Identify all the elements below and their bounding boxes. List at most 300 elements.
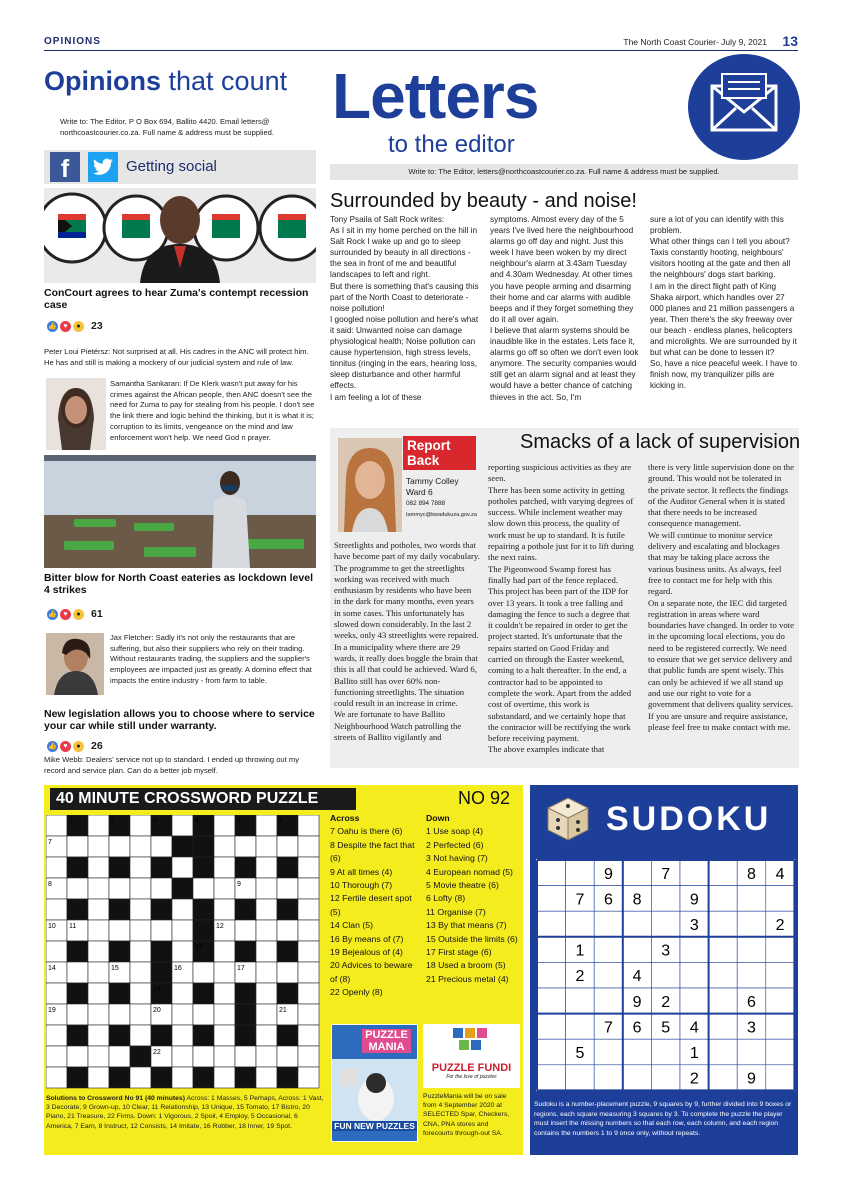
- sudoku-cell: [737, 937, 766, 963]
- clue-item: 17 First stage (6): [426, 947, 492, 958]
- sudoku-cell: [680, 860, 709, 886]
- clue-item: 3 Not having (7): [426, 853, 488, 864]
- clue-item: 2 Perfected (6): [426, 839, 484, 850]
- sudoku-cell: [766, 1014, 795, 1040]
- crossword-cell: [298, 962, 319, 983]
- puzzle-fundi-logo: [423, 1024, 520, 1088]
- sudoku-given: 8: [747, 865, 756, 883]
- sudoku-cell: [680, 988, 709, 1014]
- sudoku-given: 7: [604, 1019, 613, 1037]
- crossword-cell: [193, 899, 214, 920]
- crossword-cell: [151, 920, 172, 941]
- dice-icon: [542, 792, 594, 844]
- sudoku-given: 4: [775, 865, 785, 883]
- clue-item: 13 By that means (7): [426, 920, 507, 931]
- sudoku-cell: [566, 860, 595, 886]
- sudoku-cell: [651, 886, 680, 912]
- sudoku-cell: [737, 886, 766, 912]
- crossword-cell: [235, 983, 256, 1004]
- crossword-cell: [193, 920, 214, 941]
- reaction-row: [47, 320, 103, 332]
- sudoku-given: 2: [661, 993, 671, 1011]
- sudoku-cell: [537, 962, 566, 988]
- crossword-cell: [256, 1067, 277, 1088]
- crossword-clue-number: 10: [48, 923, 56, 930]
- sudoku-given: 5: [661, 1019, 671, 1037]
- crossword-cell: [277, 941, 298, 962]
- puzzle-fundi-title: PUZZLE FUNDI: [431, 1062, 512, 1074]
- crossword-number: NO 92: [458, 788, 511, 808]
- crossword-cell: [298, 857, 319, 878]
- crossword-cell: [172, 1046, 193, 1067]
- crossword-cell: [172, 815, 193, 836]
- councillor-photo: [338, 438, 402, 532]
- opinions-title: Opinions that count: [44, 66, 288, 96]
- sudoku-given: 5: [575, 1045, 585, 1062]
- crossword-cell: [151, 899, 172, 920]
- crossword-cell: [277, 962, 298, 983]
- report-headline: Smacks of a lack of supervision: [520, 431, 801, 453]
- crossword-cell: [235, 1025, 256, 1046]
- crossword-cell: [109, 899, 130, 920]
- crossword-clue-number: 15: [111, 965, 119, 972]
- wow-icon: ●: [73, 609, 84, 620]
- sudoku-cell: [651, 1039, 680, 1065]
- puzzle-mania-tagline: FUN NEW PUZZLES: [332, 1121, 417, 1131]
- sudoku-cell: [709, 937, 738, 963]
- crossword-cell: [130, 878, 151, 899]
- sudoku-given: 8: [632, 891, 642, 909]
- crossword-cell: [214, 1046, 235, 1067]
- crossword-cell: [298, 878, 319, 899]
- crossword-clue-number: 20: [153, 1007, 161, 1014]
- sudoku-cell: [594, 988, 623, 1014]
- sudoku-cell: [566, 1014, 595, 1040]
- clue-item: 5 Movie theatre (6): [426, 880, 499, 891]
- crossword-cell: [67, 962, 88, 983]
- crossword-cell: [256, 920, 277, 941]
- sudoku-given: 3: [747, 1019, 756, 1037]
- crossword-cell: [214, 836, 235, 857]
- crossword-clue-number: 5: [237, 818, 241, 825]
- sudoku-given: 1: [575, 942, 585, 960]
- crossword-cell: [130, 983, 151, 1004]
- commenter-photo: [46, 378, 106, 450]
- clue-item: 6 Lofty (8): [426, 893, 466, 904]
- sudoku-cell: [537, 1065, 566, 1091]
- like-icon: 👍: [48, 322, 57, 330]
- crossword-cell: [67, 1067, 88, 1088]
- sudoku-given: 7: [575, 891, 585, 909]
- crossword-clue-number: 14: [48, 965, 56, 972]
- sudoku-given: 9: [689, 891, 699, 909]
- crossword-clue-number: 12: [216, 923, 224, 930]
- crossword-cell: [235, 899, 256, 920]
- sudoku-given: 2: [775, 917, 785, 934]
- clue-item: 20 Advices to beware of (8): [330, 960, 413, 984]
- like-icon: 👍: [48, 742, 57, 750]
- crossword-cell: [193, 1004, 214, 1025]
- sudoku-cell: [766, 1039, 795, 1065]
- crossword-cell: [256, 878, 277, 899]
- clue-item: 1 Use soap (4): [426, 826, 483, 837]
- across-heading: Across: [330, 813, 360, 823]
- like-icon: 👍: [48, 610, 57, 618]
- councillor-name: Tammy Colley: [406, 476, 459, 486]
- crossword-cell: [109, 878, 130, 899]
- crossword-title: 40 MINUTE CROSSWORD PUZZLE: [50, 788, 356, 810]
- crossword-cell: [130, 1025, 151, 1046]
- clue-item: 14 Clan (5): [330, 920, 373, 931]
- sudoku-cell: [594, 962, 623, 988]
- crossword-cell: [298, 815, 319, 836]
- sudoku-cell: [566, 911, 595, 937]
- crossword-cell: [298, 941, 319, 962]
- clue-item: 22 Openly (8): [330, 987, 383, 998]
- page-number: 13: [782, 33, 798, 49]
- sudoku-cell: [623, 1039, 652, 1065]
- crossword-cell: [88, 878, 109, 899]
- crossword-cell: [256, 815, 277, 836]
- crossword-cell: [67, 857, 88, 878]
- clue-item: 4 European nomad (5): [426, 866, 513, 877]
- sudoku-cell: [709, 988, 738, 1014]
- clue-item: 18 Used a broom (5): [426, 960, 506, 971]
- crossword-cell: [109, 1004, 130, 1025]
- crossword-cell: [88, 815, 109, 836]
- report-column-3: there is very little supervision done on the ground. This would not be tolerated in the private sector. It reflects the findings of the Auditor General when it is stated that there needs to be increased consequence management. We will continue to monitor service delivery and escalating and blockages that may be taking place across the various business units. As always, feel free to contact me for help with this regard. On a separate note, the IEC did targeted registration in areas where ward boundaries have changed. In order to vote in the upcoming local elections, you do need to be registered correctly. We need to ensure that we get service delivery and that public funds are spent wisely. This can only be achieved if we all stand up and use our right to vote for a government that delivers quality services. If you are unsure and require assistance, please feel free to make contact with me.: [648, 462, 794, 732]
- sudoku-cell: [737, 962, 766, 988]
- crossword-cell: [46, 983, 67, 1004]
- crossword-cell: [256, 836, 277, 857]
- crossword-clue-number: 7: [48, 839, 52, 846]
- clue-item: 10 Thorough (7): [330, 880, 393, 891]
- crossword-cell: [109, 983, 130, 1004]
- sudoku-cell: [709, 860, 738, 886]
- sudoku-cell: [566, 988, 595, 1014]
- crossword-cell: [67, 1025, 88, 1046]
- crossword-cell: [214, 1067, 235, 1088]
- restaurant-photo: [44, 455, 316, 568]
- sudoku-given: 1: [689, 1045, 699, 1062]
- letters-write-to: Write to: The Editor, letters@northcoastcourier.co.za. Full name & address must be supplied.: [330, 164, 798, 180]
- crossword-cell: [151, 1067, 172, 1088]
- crossword-clue-number: 18: [153, 986, 161, 993]
- crossword-clue-number: 19: [48, 1007, 56, 1014]
- crossword-cell: [235, 941, 256, 962]
- crossword-cell: [235, 1046, 256, 1067]
- crossword-cell: [172, 857, 193, 878]
- crossword-cell: [214, 1025, 235, 1046]
- crossword-clue-number: 13: [195, 944, 203, 951]
- puzzle-mania-cover: [331, 1024, 418, 1142]
- crossword-cell: [130, 857, 151, 878]
- crossword-clue-number: 8: [48, 881, 52, 888]
- crossword-cell: [151, 857, 172, 878]
- crossword-cell: [88, 962, 109, 983]
- sudoku-cell: [623, 1065, 652, 1091]
- sudoku-cell: [537, 860, 566, 886]
- crossword-cell: [151, 878, 172, 899]
- letter-headline: Surrounded by beauty - and noise!: [330, 190, 637, 212]
- down-heading: Down: [426, 813, 450, 823]
- crossword-cell: [88, 1067, 109, 1088]
- sudoku-cell: [709, 911, 738, 937]
- sudoku-instructions: Sudoku is a number-placement puzzle, 9 squares by 9, further divided into 9 boxes or regions, each square measuring 3 squares by 3. To complete the puzzle the player must insert the missing numbers so that each row, each column, and each region contains the numbers 1 to 9 once only, without repeats.: [534, 1101, 792, 1138]
- crossword-cell: [130, 941, 151, 962]
- crossword-cell: [298, 1025, 319, 1046]
- crossword-cell: [46, 1025, 67, 1046]
- crossword-cell: [256, 983, 277, 1004]
- crossword-cell: [109, 836, 130, 857]
- sudoku-cell: [594, 937, 623, 963]
- crossword-cell: [214, 1004, 235, 1025]
- sudoku-title: SUDOKU: [606, 800, 772, 838]
- crossword-cell: [67, 941, 88, 962]
- reaction-count: 61: [91, 608, 103, 620]
- crossword-cell: [277, 983, 298, 1004]
- crossword-cell: [172, 878, 193, 899]
- report-column-1: Streetlights and potholes, two words that have become part of my daily vocabulary. The programme to get the streetlights working was received with much enthusiasm by residents who have been in the dark for many months, even years in some cases. This unfortunately has slowed down considerably. In the last 2 weeks, only 43 streetlights were repaired. In a municipality where there are 29 wards, it really does boggle the brain that this is all that could be achieved. Ward 6, Ballito still has over 60% non-functioning streetlights. The situation could result in an increase in crime. We are fortunate to have Ballito Neighbourhood Watch patrolling the streets of Ballito vigilantly and: [334, 540, 480, 743]
- sudoku-cell: [680, 937, 709, 963]
- crossword-cell: [88, 899, 109, 920]
- crossword-cell: [298, 899, 319, 920]
- sudoku-cell: [594, 1065, 623, 1091]
- puzzle-fundi-tagline: For the love of puzzles: [446, 1074, 497, 1080]
- clue-item: 16 By means of (7): [330, 933, 404, 944]
- sudoku-cell: [766, 937, 795, 963]
- commenter-photo: [46, 633, 104, 695]
- crossword-cell: [172, 1025, 193, 1046]
- crossword-cell: [151, 941, 172, 962]
- sudoku-given: 4: [689, 1019, 699, 1037]
- crossword-cell: [172, 920, 193, 941]
- crossword-cell: [130, 1046, 151, 1067]
- opinions-write-to: Write to: The Editor, P O Box 694, Ballito 4420. Email letters@ northcoastcourier.co.za. Full name & address must be supplied.: [60, 117, 275, 137]
- letter-column-3: sure a lot of you can identify with this problem. What other things can I tell you about? Taxis constantly hooting, neighbours' visitors hooting at the gate and then all the neighbours' dogs start barking. I am in the direct flight path of King Shaka airport, which handles over 27 000 planes and 21 million passengers a year. Then there's the sky freeway over our beach - endless planes, helicopters and microlights. We are surrounded by it but what can be done to lessen it? So, have a nice peaceful week. I have to finish now, my tranquilizer pills are kicking in.: [650, 215, 798, 391]
- councillor-ward: Ward 6: [406, 487, 433, 497]
- sudoku-grid[interactable]: [536, 859, 795, 1091]
- sudoku-cell: [766, 886, 795, 912]
- crossword-cell: [130, 815, 151, 836]
- crossword-cell: [277, 1046, 298, 1067]
- commission-seal-left: [44, 194, 106, 262]
- crossword-cell: [172, 1004, 193, 1025]
- crossword-cell: [88, 857, 109, 878]
- crossword-cell: [88, 941, 109, 962]
- crossword-cell: [109, 857, 130, 878]
- comment-text: Jax Fletcher: Sadly it's not only the restaurants that are suffering, but also their suppliers who rely on their trading. Without restaurants trading, the suppliers and the supplier's employees are impacted just as greatly. A domino effect that impacts the entire industry - from farm to table.: [110, 633, 312, 685]
- crossword-clue-number: 21: [279, 1007, 287, 1014]
- crossword-clue-number: 11: [69, 923, 77, 930]
- crossword-cell: [193, 878, 214, 899]
- crossword-cell: [67, 983, 88, 1004]
- crossword-cell: [277, 836, 298, 857]
- crossword-cell: [277, 1067, 298, 1088]
- crossword-cell: [193, 1025, 214, 1046]
- crossword-cell: [172, 1067, 193, 1088]
- sudoku-given: 4: [632, 968, 642, 986]
- crossword-cell: [214, 857, 235, 878]
- crossword-clue-number: 16: [174, 965, 182, 972]
- twitter-icon[interactable]: [88, 152, 118, 182]
- crossword-cell: [46, 941, 67, 962]
- crossword-cell: [193, 836, 214, 857]
- crossword-cell: [298, 1046, 319, 1067]
- crossword-cell: [46, 815, 67, 836]
- crossword-cell: [214, 899, 235, 920]
- comment-text: Mike Webb: Dealers' service not up to standard. I ended up throwing out my record and service plan. Can do a better job myself.: [44, 755, 299, 775]
- zuma-photo: [44, 188, 316, 283]
- crossword-cell: [256, 1004, 277, 1025]
- wow-icon: ●: [73, 741, 84, 752]
- getting-social-label: Getting social: [126, 158, 217, 175]
- crossword-cell: [67, 836, 88, 857]
- clue-item: 11 Organise (7): [426, 906, 486, 917]
- crossword-cell: [130, 1067, 151, 1088]
- comment-text: Samantha Sankaran: If De Klerk wasn't put away for his crimes against the African people, then ANC doesn't see the need for Zuma to pay for stealing from his people. I don't see the link there and logic behind the thinking, but it is what it is; corruption to its limits, vengeance on the mind and law enforcement won't help. We need God n prayer.: [110, 379, 315, 442]
- crossword-cell: [109, 1025, 130, 1046]
- sudoku-given: 6: [604, 891, 613, 909]
- reaction-count: 26: [91, 740, 103, 752]
- crossword-cell: [130, 920, 151, 941]
- crossword-cell: [298, 983, 319, 1004]
- councillor-email[interactable]: tammyc@kwadukuza.gov.za: [406, 512, 477, 518]
- crossword-cell: [193, 1067, 214, 1088]
- letters-subtitle: to the editor: [388, 131, 515, 158]
- crossword-cell: [214, 983, 235, 1004]
- sudoku-cell: [623, 860, 652, 886]
- crossword-cell: [151, 962, 172, 983]
- puzzle-mania-title: PUZZLE MANIA: [362, 1029, 411, 1053]
- crossword-clue-number: 22: [153, 1049, 161, 1056]
- crossword-cell: [172, 899, 193, 920]
- sudoku-cell: [709, 1014, 738, 1040]
- crossword-cell: [256, 1046, 277, 1067]
- crossword-cell: [88, 1004, 109, 1025]
- crossword-clue-number: 6: [279, 818, 283, 825]
- clue-item: 8 Despite the fact that (6): [330, 839, 415, 864]
- letter-column-1: Tony Psaila of Salt Rock writes: As I sit in my home perched on the hill in Salt Rock I wake up and go to sleep surrounded by beauty in all directions - the sea in front of me and beautiful landscapes to left and right. But there is something that's causing this part of the North Coast to deteriorate - noise pollution! I googled noise pollution and here's what it said: Unwanted noise can damage physiological health; Noise pollution can cause hypertension, high stress levels, tinnitus (ringing in the ears, hearing loss, sleep disturbance and other harmful effects. I am feeling a lot of these: [330, 215, 479, 402]
- sudoku-cell: [766, 988, 795, 1014]
- letters-title: Letters: [332, 60, 539, 132]
- crossword-cell: [193, 1046, 214, 1067]
- sudoku-given: 2: [575, 968, 585, 986]
- crossword-cell: [298, 1067, 319, 1088]
- crossword-cell: [277, 899, 298, 920]
- sudoku-cell: [537, 911, 566, 937]
- post-headline[interactable]: Bitter blow for North Coast eateries as lockdown level 4 strikes: [44, 572, 313, 596]
- crossword-cell: [109, 1067, 130, 1088]
- sudoku-given: 9: [604, 865, 613, 883]
- clue-item: 12 Fertile desert spot (5): [330, 893, 412, 917]
- comment-text: Peter Loui Pietérsz: Not surprised at all. His cadres in the ANC will protect him. He has and still is making a mockery of our judicial system and rule of law.: [44, 347, 309, 367]
- crossword-cell: [235, 1067, 256, 1088]
- sudoku-cell: [537, 1039, 566, 1065]
- crossword-cell: [130, 836, 151, 857]
- crossword-grid[interactable]: [46, 815, 324, 1091]
- crossword-cell: [151, 836, 172, 857]
- sudoku-given: 2: [689, 1070, 699, 1088]
- across-clues: [330, 812, 422, 1000]
- sudoku-cell: [623, 911, 652, 937]
- crossword-cell: [172, 983, 193, 1004]
- crossword-solutions: Solutions to Crossword No 91 (40 minutes) Across: 1 Masses, 5 Perhaps, Across: 1 Vast, 3 Decorate, 9 Grown-up, 10 Clear, 11 Relationship, 13 Unique, 15 Tomato, 17 Bistro, 20 Piano, 21 Treasure, 22 Firms. Down: 1 Vigorous, 2 Spoil, 4 Employ, 5 Occasional, 6 America, 7 Earn, 8 Instruct, 12 Consists, 14 Imitate, 16 Robber, 18 Inner, 19 Spot.: [46, 1095, 324, 1130]
- sudoku-given: 6: [747, 993, 756, 1011]
- crossword-cell: [151, 1025, 172, 1046]
- sudoku-cell: [651, 911, 680, 937]
- crossword-cell: [235, 1004, 256, 1025]
- crossword-cell: [277, 920, 298, 941]
- crossword-cell: [130, 1004, 151, 1025]
- crossword-clue-number: 3: [153, 818, 157, 825]
- crossword-cell: [172, 836, 193, 857]
- sudoku-cell: [709, 1065, 738, 1091]
- facebook-icon[interactable]: f: [50, 152, 80, 182]
- councillor-phone: 082 894 7888: [406, 500, 446, 507]
- clue-item: 7 Oahu is there (6): [330, 826, 403, 837]
- down-clues: [426, 812, 521, 986]
- clue-item: 21 Precious metal (4): [426, 973, 509, 984]
- crossword-cell: [46, 857, 67, 878]
- section-label: OPINIONS: [44, 36, 101, 47]
- crossword-clue-number: 9: [237, 881, 241, 888]
- crossword-cell: [256, 941, 277, 962]
- crossword-cell: [235, 920, 256, 941]
- crossword-clue-number: 2: [111, 818, 115, 825]
- crossword-cell: [172, 941, 193, 962]
- sudoku-cell: [566, 1065, 595, 1091]
- post-headline[interactable]: New legislation allows you to choose where to service your car while still under warranty.: [44, 708, 315, 732]
- wow-icon: ●: [73, 321, 84, 332]
- crossword-cell: [46, 899, 67, 920]
- sudoku-cell: [709, 1039, 738, 1065]
- sudoku-cell: [709, 962, 738, 988]
- sudoku-cell: [537, 937, 566, 963]
- crossword-cell: [88, 836, 109, 857]
- sudoku-cell: [594, 1039, 623, 1065]
- clue-item: 9 At all times (4): [330, 866, 393, 877]
- sudoku-given: 3: [661, 942, 671, 960]
- sudoku-cell: [651, 1065, 680, 1091]
- crossword-cell: [298, 1004, 319, 1025]
- crossword-cell: [88, 983, 109, 1004]
- post-headline[interactable]: ConCourt agrees to hear Zuma's contempt recession case: [44, 287, 309, 311]
- sudoku-given: 9: [632, 993, 642, 1011]
- crossword-cell: [256, 857, 277, 878]
- crossword-cell: [67, 878, 88, 899]
- clue-item: 19 Bejealous of (4): [330, 947, 403, 958]
- crossword-cell: [214, 941, 235, 962]
- envelope-icon: [688, 54, 800, 160]
- heart-icon: ♥: [60, 741, 71, 752]
- crossword-cell: [256, 1025, 277, 1046]
- sudoku-cell: [537, 988, 566, 1014]
- sudoku-given: 9: [747, 1070, 756, 1088]
- sudoku-cell: [680, 962, 709, 988]
- crossword-clue-number: 1: [69, 818, 73, 825]
- report-column-2: reporting suspicious activities as they are seen. There has been some activity in getting potholes patched, with varying degrees of success. While inclement weather may slow down this process, the quality of work must be up to standard. It is futile repairing a pothole just for it to lift during the next rains. The Pigeonwood Swamp forest has finally had part of the fence replaced. This project has been part of the IDP for over 13 years. It took a tree falling and damaging the fence to such a degree that it couldn't be repaired in order to get the project started. It's unfortunate that the repairs started on Good Friday and carried on through the Easter weekend, coming to a halt thereafter. In the end, a contractor had to be appointed to complete the work. Apart from the added cost of overtime, this work is substandard, and we certainly hope that the contractor will be rectifying the work before receiving payment. The above examples indicate that: [488, 462, 634, 755]
- crossword-cell: [109, 1046, 130, 1067]
- crossword-cell: [193, 983, 214, 1004]
- sudoku-cell: [737, 911, 766, 937]
- crossword-cell: [277, 1025, 298, 1046]
- crossword-cell: [214, 962, 235, 983]
- publication-date: The North Coast Courier- July 9, 2021: [623, 37, 767, 47]
- sudoku-cell: [766, 962, 795, 988]
- crossword-cell: [109, 941, 130, 962]
- sudoku-cell: [594, 911, 623, 937]
